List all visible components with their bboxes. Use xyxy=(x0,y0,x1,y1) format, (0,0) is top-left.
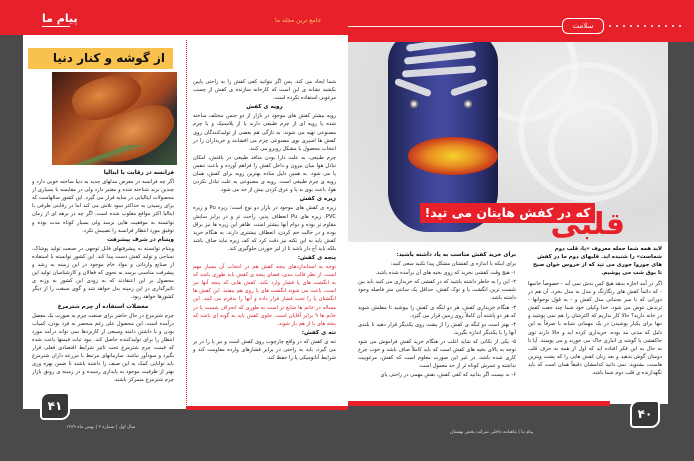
section-label: سلامت xyxy=(562,18,604,34)
subheading: زیره ی کفش xyxy=(299,196,336,203)
headline-title: قلبی xyxy=(550,207,625,242)
left-gutter xyxy=(0,35,23,409)
paragraph: اگر چه فرانسه در معرض مدلهای جدید به دنیا ساخته خوبی دارد و چندین برند شناخته شده و معتبر دارد ولی در مقایسه با بسیاری از محصولات ایتالیایی در سایه قرار می گیرد. این کشور سالهاست که برای رسیدن به حداکثر سود تلاش می کند اما در رقابتی طرفی با ایتالیا اکثر مواقع مغلوب شده است. اگر چه در برهه ای از زمان توانسته به موفقیت هایی برسد ولی بسیار کوتاه مدت بوده و توفیق مورد انتظار فرانسه را نصیبش نکرد. xyxy=(32,179,174,234)
subheading: برای خرید کفش مناسب به یاد داشته باشید: xyxy=(396,252,516,258)
heart-image xyxy=(408,137,498,175)
paragraph: چرم شترمرغ در حال حاضر برای صنعت چرم به صورت یک معضل درآمده است. این محصول علی رغم منحصر به فرد بودن، کمیاب بودن و با داشتن دامنه وسیعی از کاربردها نمی تواند درآمد مورد انتظار را برای تولیدکننده حاصل کند. نبود ثبات قیمتها باعث شده که قیمت چرم شترمرغ تحت تاثیر شرایط اقتصادی فعلی قرار بگیرد و سودآور نباشد. سازمانهای مرتبط با مزرعه داران شترمرغ باید توانایی کمک به این صنف را داشته باشند تا ضمن بهره وری بهتر از ظرفیت موجود به پایداری رسیده و در زمینه ی رونق بازار چرم شترمرغ متمرکز باشند. xyxy=(32,312,174,384)
leather-shoes-photo xyxy=(52,72,177,165)
footer-left: سال اول | شماره ۲ | بهمن ماه ۱۳۸۹ xyxy=(66,425,136,430)
paragraph: چرم طبیعی، به علت دارا بودن منافذ طبیعی در بافتش، امکان تبادل هوا میان بیرون و داخل کفش را فراهم آورده و باعث تنفس پا می شود. به همین دلیل ساده بهترین رویه برای کفش، همان رویه ی چرم طبیعی است. رویه ی مصنوعی به علت تبادل نکردن هوا، باعث بوی بد پا و عرق کردن بیش از حد می شود. xyxy=(193,154,336,194)
right-gutter xyxy=(668,42,694,461)
tip-item: ۶- بد نیست اگر بدانید که کفی کفش، نقش مهمی در راحتی پای xyxy=(380,372,516,379)
right-column-tips xyxy=(358,250,516,380)
paragraph: تنه ی کفش که در واقع چارچوب روی کفش است و نیز پا را در بر می گیرد، باید به راحتی در برابر فشارهای وارده مقاومت کند و شرایط آناتومیکی پا را حفظ کند. xyxy=(193,338,336,362)
footer-rule-left xyxy=(186,406,348,410)
article-lead: لابد همه شما جمله معروف «پا، قلب دوم شماست» را شنیده اید. قلبهای دوم ما در کفش های جوروا جوری می تپد که از خروس خوان صبح تا بوق شب می پوشیم. xyxy=(533,246,662,276)
paragraph: اگر در آمد اجازه بدهد هیچ کس بدش نمی آید - خصوصاً خانمها - که دائماً کفش های رنگارنگ و مدل به مدل بخرد. آن هم در دورانی که تا سر بجنبانی مدل کفش و - به قول نوجوانها - ترندش عوض می شود. خدا وکیلی خود شما چند جفت کفش در خانه دارید؟ حالا کار نداریم که اکثرشان را هم نمی پوشید و تنها برای یکبار پوشیدن در یک مهمانی شبانه یا صرفاً به این دلیل که مدتی مد بوده، خریداری کرده اید و حالا دارند توی جاکفشی یا گوشه ی انباری خاک می خورند و می پوسند. آیا تا به حال به این فکر افتاده اید که اول از همه به حرف قلب دومتان گوش بدهید و بعد زبان کفش هایی را که پشت ویترین هاست، بشنوید. نمی دانید کدامشان دقیقاً همان است که باید نگهدارنده ی قلب دوم شما باشد. xyxy=(528,281,662,377)
subheading: پنجه ی کفش: xyxy=(297,254,336,261)
header-dots xyxy=(609,25,681,27)
header-rule xyxy=(348,26,563,27)
left-column-world-news xyxy=(32,168,174,385)
paragraph: ویتنام توانسته به پیشرفتهای قابل توجهی در صنعت تولید پوشاک، نساجی و تولید کفش دست پیدا کند. این کشور توانسته با استفاده از صنایع وارداتی و مواد خام موجود در این زمینه به رشد و پیشرفت مناسبی برسد به نحوی که فعالان و کارشناسان تولید این محصول بر این اعتقادند که به زودی این کشور به وزنه ی تاثیرگذاری در این زمینه بدل خواهد شد و گوی سبقت را از دیگر کشورها خواهد ربود. xyxy=(32,245,174,301)
tip-item: ۱- هیچ وقت کفشی نخرید که روی بخیه های آن برآمده شده باشد. xyxy=(375,270,516,277)
page-number-left: ۴۱ xyxy=(40,392,70,420)
footer-rule-right xyxy=(348,401,610,406)
subheading: معضلات استفاده از چرم شترمرغ xyxy=(57,303,149,310)
subheading: فرانسه در رقابت با ایتالیا xyxy=(103,170,174,176)
footer-right: پیام ما | ماهنامه داخلی شرکت پخش بهستان xyxy=(450,430,534,435)
page-number-right: ۴۰ xyxy=(630,400,660,428)
left-column-shoe-guide xyxy=(193,78,336,363)
column-divider xyxy=(186,40,187,405)
section-title: از گوشه و کنار دنیا xyxy=(28,48,173,69)
subheading: رویه ی کفش xyxy=(246,104,283,111)
left-header-kicker: جامع ترین مجله ما xyxy=(275,17,322,24)
tip-item: ۴- بهتر است دو لنگه ی کفش را از پشت روی یکدیگر قرار دهید تا بلندی آنها را با یکدیگر اندازه بگیرید. xyxy=(358,321,516,336)
magazine-logo: پیام ما xyxy=(42,12,78,25)
tip-item: ۲- این را به خاطر داشته باشید که در کفشی که خریداری می کنید باید بین شَست ترین انگشت پا و نوک کفش، حداقل یک سانتی متر فاصله وجود داشته باشد. xyxy=(358,279,516,302)
paragraph: زیره ی کفش های موجود در بازار دو نوع است: زیره Pu و زیره PVC. زیره های Pu انعطاف پذیر، راحت تر و در برابر سایش مقاوم تر بوده و دوام آنها بیشتر است. ظاهر این زیره ها نیز براق بوده و در حالت خم کردن، انعطاف بیشتری دارند. به هنگام خرید کفش باید به این نکته نیز دقت کرد که کف زیره نباید صاف باشد بلکه باید آج دار باشد تا از لیز خوردن جلوگیری کند. xyxy=(193,205,336,252)
paragraph: شما ایجاد می کند. پس اگر بتوانید کفی کفش را به راحتی پایین بکشید نشانه ی این است که کارخانه سازنده ی کفش از چسب مرغوبی استفاده نکرده است. xyxy=(193,79,336,102)
logo-underline xyxy=(42,26,70,27)
subheading: ویتنام در شرف پیشرفت xyxy=(107,236,174,243)
highlighted-paragraph: توجه به استانداردهای پنجه کفش هم در انتخاب آن بسیار مهم است. از نظر قالب بندی، فضای پنجه ی کفش باید طوری باشد که به انگشت های پا فشار وارد نکند. کفش هایی که پنجه آنها تیز است، باعث می شوند انگشت های پا روی هم بیفتند. این کفش ها انگشتان پا را تحت فشار قرار داده و آنها را بدفرم می کنند. این مساله در خانم ها شایع تر است به طوری که انحراف شست پا در خانم ها ۹ برابر آقایان است. جلوی کفش باید به گونه ای باشد که پنجه های پا از هم باز شوند. xyxy=(193,264,336,327)
tip-item: ۳- هنگام خریداری کفش، هر دو لنگه ی کفش را بپوشید تا مطمئن شوید که هر دو پاشنه آن کاملاً روی زمین قرار می گیرد. xyxy=(358,304,516,319)
right-column-intro xyxy=(528,280,662,378)
paragraph: رویه بیشتر کفش های موجود در بازار از دو جنس مختلف ساخته شده یا رویه ای از چرم طبیعی دارند یا از پلاستیک و یا چرم مصنوعی تهیه می شوند. به تازگی هم بعضی از تولیدکنندگان روی کفش ها اسپری بوی مصنوعی چرم می افشانند و خریداران را در انتخاب محصول با مشکل روبرو می کنند. xyxy=(193,113,336,152)
tip-item: ۵- یکی از نکاتی که شاید اغلب در هنگام خرید کفش فراموش می شود توجه به بالای بخیه های کفش است که باید کاملاً صاف باشد و خوب چرخ کاری شده باشد، در غیر این صورت معلوم است که کفش، مرغوبیت نداشته و عمرش کوتاه تر از حد معمول است. xyxy=(358,338,516,370)
subheading: تنه ی کفش: xyxy=(301,329,336,336)
paragraph: برای اینکه با اندازه ی کفشتان مشکل پیدا نکنید سعی کنید: xyxy=(390,261,516,268)
headline-subtitle: که در کفش هایتان می تپد! xyxy=(420,203,595,223)
